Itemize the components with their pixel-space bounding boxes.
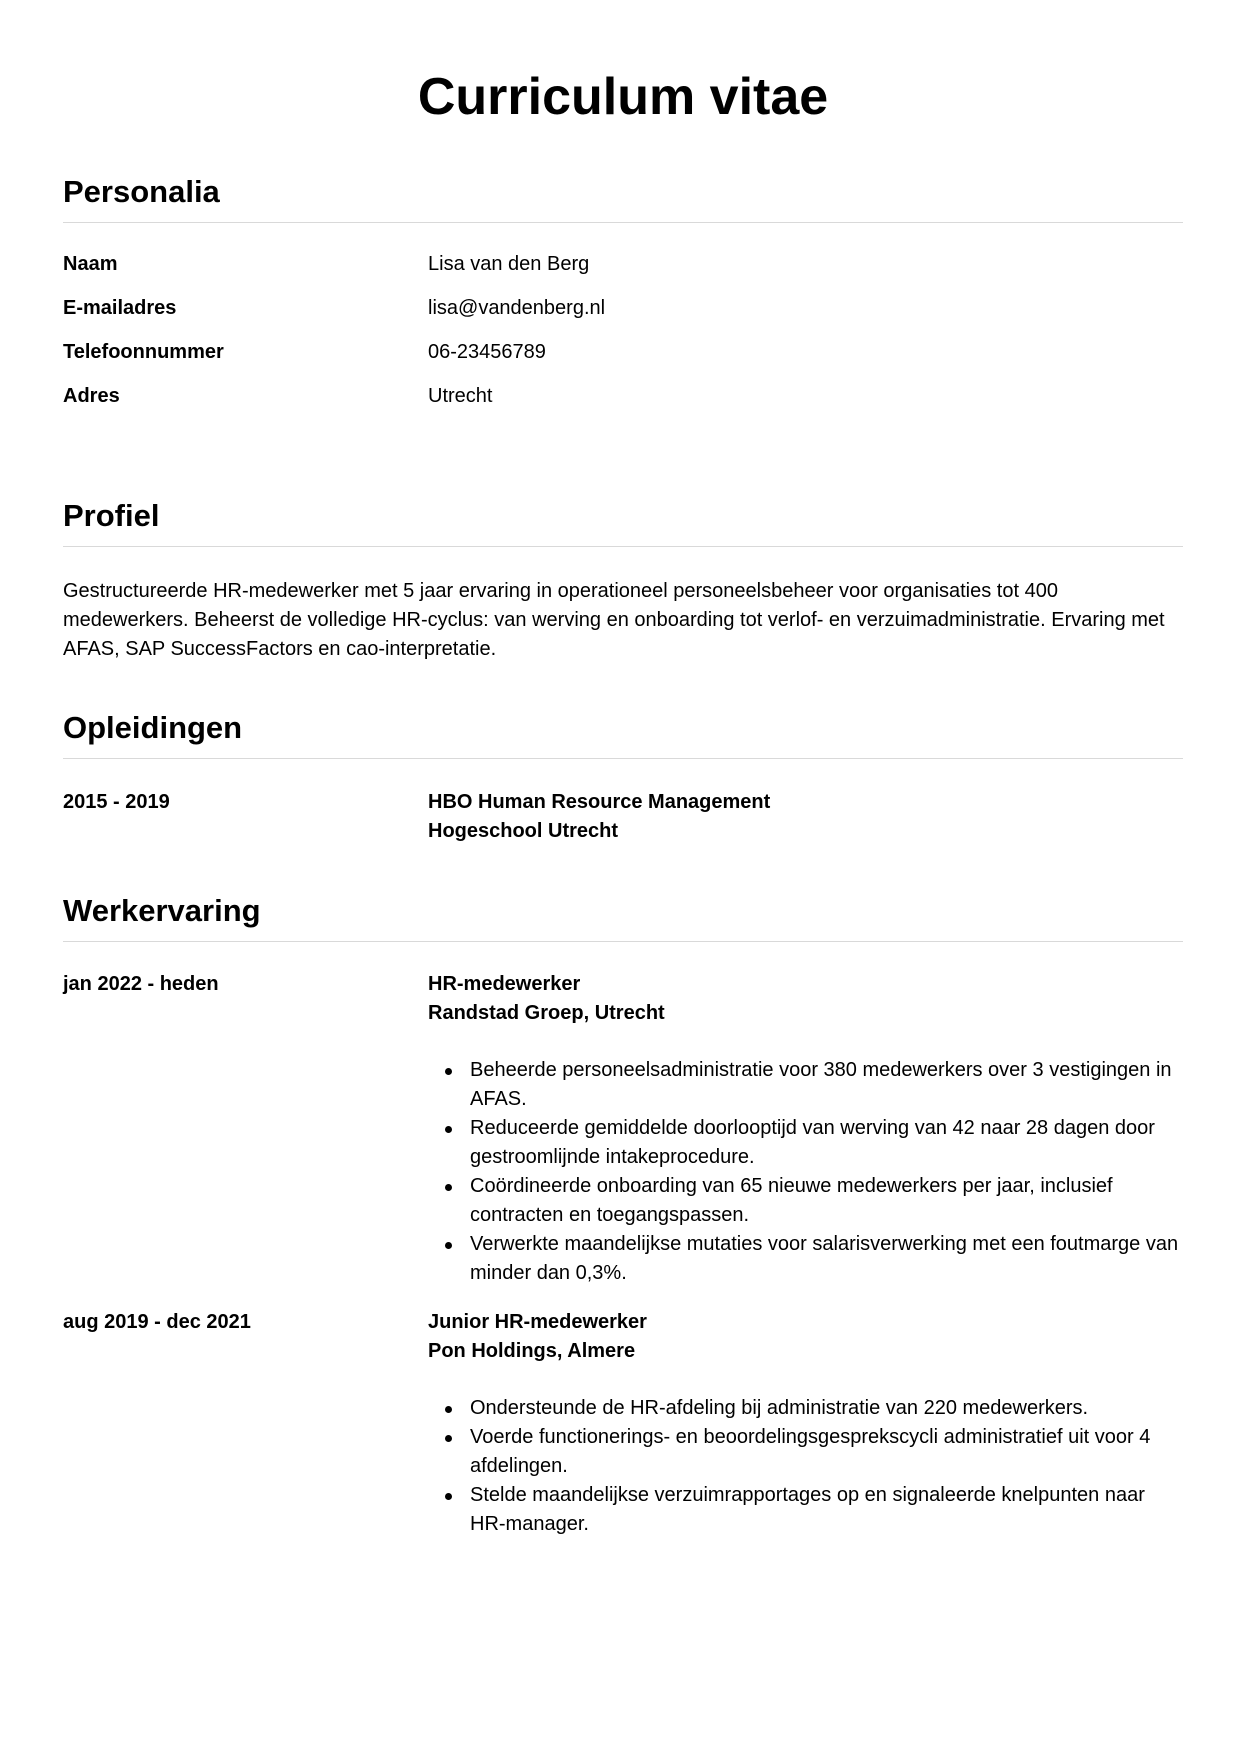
personalia-row-email [63, 294, 1183, 323]
achievement-item: Coördineerde onboarding van 65 nieuwe medewerkers per jaar, inclusief contracten en toegangspassen. [428, 1172, 1183, 1230]
field-value: 06-23456789 [428, 341, 546, 363]
work-achievements [428, 1056, 1183, 1288]
achievement-item: Verwerkte maandelijkse mutaties voor salarisverwerking met een foutmarge van minder dan 0,3%. [428, 1230, 1183, 1288]
work-entry [63, 1308, 1183, 1539]
work-achievements [428, 1394, 1183, 1539]
education-institution: Hogeschool Utrecht [428, 820, 619, 842]
section-opleidingen [63, 708, 1183, 846]
section-heading-personalia: Personalia [63, 172, 1183, 223]
achievement-item: Reduceerde gemiddelde doorlooptijd van werving van 42 naar 28 dagen door gestroomlijnde intakeprocedure. [428, 1114, 1183, 1172]
work-employer: Pon Holdings, Almere [428, 1340, 636, 1362]
work-period: jan 2022 - heden [63, 973, 219, 995]
education-entry [63, 788, 1183, 846]
achievement-item: Beheerde personeelsadministratie voor 380 medewerkers over 3 vestigingen in AFAS. [428, 1056, 1183, 1114]
section-personalia [63, 172, 1183, 411]
work-period: aug 2019 - dec 2021 [63, 1311, 251, 1333]
achievement-item: Voerde functionerings- en beoordelingsgesprekscycli administratief uit voor 4 afdelingen. [428, 1423, 1183, 1481]
field-label: E-mailadres [63, 297, 177, 319]
personalia-row-telefoon [63, 338, 1183, 367]
document-title: Curriculum vitae [417, 68, 829, 126]
education-degree: HBO Human Resource Management [428, 791, 771, 813]
achievement-item: Ondersteunde de HR-afdeling bij administratie van 220 medewerkers. [428, 1394, 1183, 1423]
section-heading-werkervaring: Werkervaring [63, 891, 1183, 942]
personalia-row-adres [63, 382, 1183, 411]
section-werkervaring [63, 891, 1183, 1539]
section-profiel [63, 496, 1183, 664]
personalia-row-naam [63, 250, 1183, 279]
section-heading-opleidingen: Opleidingen [63, 708, 1183, 759]
section-heading-profiel: Profiel [63, 496, 1183, 547]
work-employer: Randstad Groep, Utrecht [428, 1002, 665, 1024]
field-value: Utrecht [428, 385, 493, 407]
field-label: Telefoonnummer [63, 341, 224, 363]
work-role: HR-medewerker [428, 973, 581, 995]
field-label: Naam [63, 253, 118, 275]
profile-summary: Gestructureerde HR-medewerker met 5 jaar ervaring in operationeel personeelsbeheer voor organisaties tot 400 medewerkers. Beheerst de volledige HR-cyclus: van werving en onboarding tot verlof- en verzuimadministratie. Ervaring met AFAS, SAP SuccessFactors en cao-interpretatie. [63, 580, 1165, 660]
field-value: Lisa van den Berg [428, 253, 590, 275]
education-period: 2015 - 2019 [63, 791, 170, 813]
field-label: Adres [63, 385, 120, 407]
work-entry [63, 970, 1183, 1288]
work-role: Junior HR-medewerker [428, 1311, 647, 1333]
achievement-item: Stelde maandelijkse verzuimrapportages op en signaleerde knelpunten naar HR-manager. [428, 1481, 1183, 1539]
field-value: lisa@vandenberg.nl [428, 297, 606, 319]
